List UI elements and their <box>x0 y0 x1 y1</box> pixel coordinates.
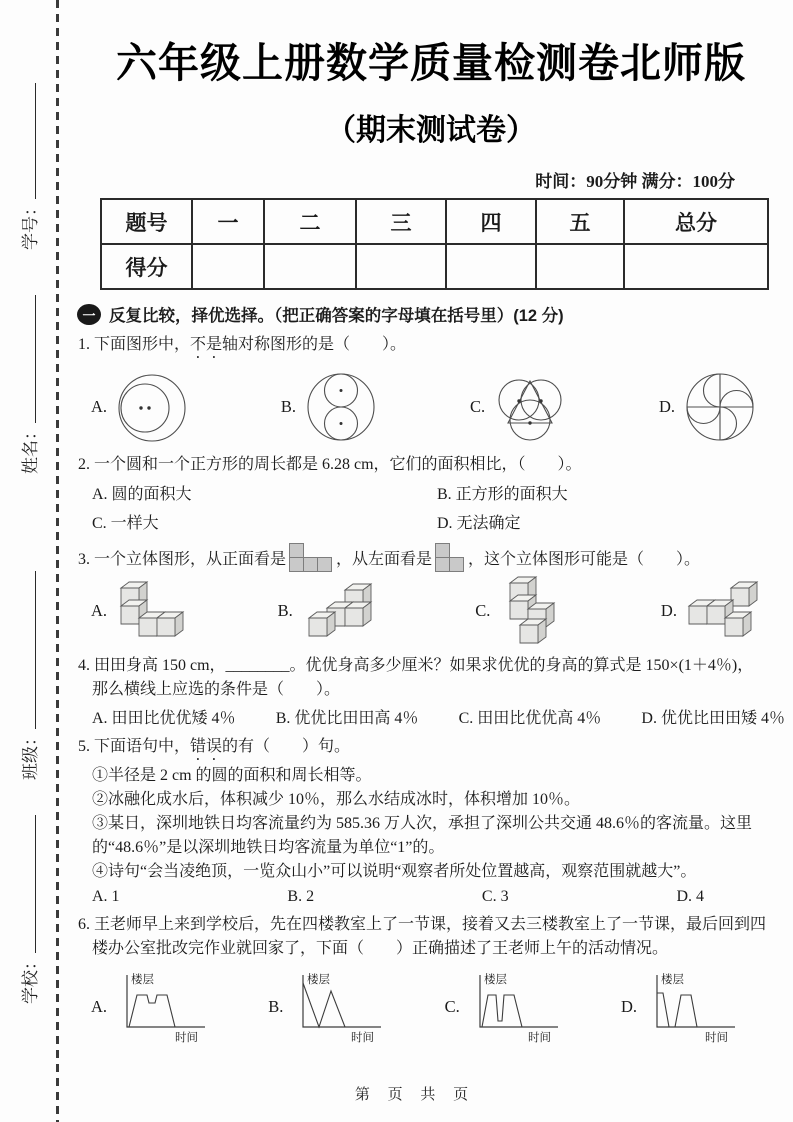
q1-figure-b-stacked-circles <box>302 368 380 446</box>
q4-text-line2: 那么横线上应选的条件是（ ）。 <box>92 681 341 698</box>
question-2 <box>78 453 787 477</box>
section-1-header <box>77 302 787 326</box>
q2-option-b: B. 正方形的面积大 <box>437 486 568 503</box>
margin-field-class <box>15 571 41 780</box>
question-4 <box>78 654 787 702</box>
q1-option-d <box>659 368 759 446</box>
q3-option-a <box>91 578 193 644</box>
q3-option-d <box>661 576 767 646</box>
q3-figure-b-cubes <box>299 578 391 644</box>
q1-emphasized-text: 不是 <box>190 336 223 353</box>
school-label: 学校： <box>20 953 40 1004</box>
score-row-label: 得分 <box>101 244 192 289</box>
q1-options <box>91 368 759 446</box>
section-number-badge: 一 <box>77 304 101 325</box>
q3-text-end: ，这个立体图形可能是（ ）。 <box>468 551 701 568</box>
q5-option-c: C. 3 <box>481 888 509 905</box>
score-header-cell: 三 <box>356 199 446 244</box>
q5-statement-1: ①半径是 2 cm 的圆的面积和周长相等。 <box>92 767 372 784</box>
margin-field-school <box>15 815 41 1004</box>
q6-option-b-label: B. <box>268 997 284 1016</box>
q3-front-view-shape <box>288 542 334 573</box>
q4-option-d: D. 优优比田田矮 4％ <box>641 710 785 727</box>
class-blank-line <box>21 571 36 729</box>
margin-field-name <box>15 295 41 474</box>
q6-graph-b <box>289 969 389 1045</box>
q2-option-c: C. 一样大 <box>92 515 159 532</box>
student-id-blank-line <box>21 83 36 199</box>
q4-text-line1: 4. 田田身高 150 cm，________。优优身高多少厘米？如果求优优的身高的算式是 150×(1＋4％)， <box>78 657 754 674</box>
q2-option-a: A. 圆的面积大 <box>92 486 192 503</box>
q6-option-c-label: C. <box>444 997 460 1016</box>
q1-figure-a-nested-circles <box>113 368 191 446</box>
q6-graph-b-ylabel: 楼层 <box>307 974 331 986</box>
q3-figure-a-cubes <box>113 578 193 644</box>
q6-text-line1: 6. 王老师早上来到学校后，先在四楼教室上了一节课，接着又去三楼教室上了一节课，最后回到四 <box>78 916 767 933</box>
page-title: 六年级上册数学质量检测卷北师版 <box>116 40 746 86</box>
q3-text: 3. 一个立体图形，从正面看是 <box>78 551 287 568</box>
class-label: 班级： <box>20 729 40 780</box>
score-table <box>100 198 769 290</box>
score-header-cell: 一 <box>192 199 264 244</box>
q5-statement-3: ③某日，深圳地铁日均客流量约为 585.36 万人次，承担了深圳公共交通 48.6％的客流量。这里的“48.6％”是以深圳地铁日均客流量为单位“1”的。 <box>92 815 753 856</box>
q2-option-d: D. 无法确定 <box>437 515 521 532</box>
q6-graph-d-ylabel: 楼层 <box>660 974 684 986</box>
q6-graph-d <box>643 969 743 1045</box>
q3-text-mid: ，从左面看是 <box>336 551 433 568</box>
q6-option-a-label: A. <box>91 997 108 1016</box>
margin-field-student-id <box>15 83 41 250</box>
score-blank-cell <box>264 244 356 289</box>
score-table-header-row <box>101 199 768 244</box>
q3-option-a-label: A. <box>91 601 108 620</box>
q4-option-c: C. 田田比优优高 4％ <box>458 710 602 727</box>
score-table-score-row <box>101 244 768 289</box>
exam-paper <box>75 0 787 1045</box>
q1-option-d-label: D. <box>658 397 675 416</box>
score-header-cell: 四 <box>446 199 536 244</box>
q2-options <box>92 481 787 533</box>
q6-graph-c-ylabel: 楼层 <box>483 974 507 986</box>
q1-figure-d-pinwheel-circle <box>681 368 759 446</box>
q6-option-d-label: D. <box>620 997 637 1016</box>
q5-text-end: 的有（ ）句。 <box>222 738 351 755</box>
q6-graph-c-xlabel: 时间 <box>527 1032 551 1044</box>
q3-options <box>91 575 767 647</box>
q3-figure-c-cubes <box>496 575 576 647</box>
exam-meta: 时间：90分钟 满分：100分 <box>535 172 735 191</box>
q5-option-b: B. 2 <box>287 888 315 905</box>
q3-option-b-label: B. <box>277 601 293 620</box>
page-footer: 第 页 共 页 <box>354 1087 476 1103</box>
q6-graph-d-xlabel: 时间 <box>704 1032 728 1044</box>
q6-graph-a-ylabel: 楼层 <box>131 974 155 986</box>
q1-option-b <box>281 368 380 446</box>
name-blank-line <box>21 295 36 423</box>
question-1 <box>78 333 787 362</box>
q5-options <box>92 888 704 906</box>
question-5 <box>78 735 787 884</box>
q5-emphasized-text: 错误 <box>190 738 223 755</box>
score-blank-cell <box>356 244 446 289</box>
name-label: 姓名： <box>20 423 40 474</box>
score-header-cell: 题号 <box>101 199 192 244</box>
q4-options <box>92 705 785 728</box>
score-header-cell: 二 <box>264 199 356 244</box>
q6-option-a <box>91 969 213 1045</box>
q6-option-c <box>445 969 566 1045</box>
q3-left-view-shape <box>434 542 466 573</box>
score-blank-cell <box>192 244 264 289</box>
cut-dashed-line <box>56 0 59 1122</box>
score-blank-cell <box>536 244 624 289</box>
q5-statement-4: ④诗句“会当凌绝顶，一览众山小”可以说明“观察者所处位置越高，观察范围就越大”。 <box>92 863 697 880</box>
q3-option-d-label: D. <box>660 601 677 620</box>
q1-text-end: 轴对称图形的是（ ）。 <box>222 336 407 353</box>
q4-option-b: B. 优优比田田高 4％ <box>275 710 419 727</box>
q1-text: 1. 下面图形中， <box>78 336 191 353</box>
q6-option-d <box>621 969 743 1045</box>
q1-option-a-label: A. <box>91 397 108 416</box>
q2-text: 2. 一个圆和一个正方形的周长都是 6.28 cm，它们的面积相比，（ ）。 <box>78 456 582 473</box>
score-header-cell: 五 <box>536 199 624 244</box>
page-subtitle: （期末测试卷） <box>326 114 536 147</box>
q6-graph-a <box>113 969 213 1045</box>
q5-option-a: A. 1 <box>92 888 120 905</box>
q1-option-b-label: B. <box>280 397 297 416</box>
score-header-cell: 总分 <box>624 199 768 244</box>
section-1-title: 反复比较，择优选择。（把正确答案的字母填在括号里）(12 分) <box>109 307 564 325</box>
q1-figure-c-trefoil-triangle <box>491 368 569 446</box>
q6-graph-c <box>466 969 566 1045</box>
q6-graph-b-xlabel: 时间 <box>351 1032 375 1044</box>
q6-option-b <box>268 969 389 1045</box>
question-3 <box>78 542 787 573</box>
q4-option-a: A. 田田比优优矮 4％ <box>92 710 236 727</box>
q3-option-c <box>475 575 576 647</box>
q6-text-line2: 楼办公室批改完作业就回家了，下面（ ）正确描述了王老师上午的活动情况。 <box>92 940 669 957</box>
q6-options <box>91 969 743 1045</box>
q3-option-c-label: C. <box>475 601 491 620</box>
q6-graph-a-xlabel: 时间 <box>175 1032 199 1044</box>
q5-statement-2: ②冰融化成水后，体积减少 10％，那么水结成冰时，体积增加 10％。 <box>92 791 581 808</box>
score-blank-cell <box>446 244 536 289</box>
q3-option-b <box>278 578 391 644</box>
q1-option-c-label: C. <box>469 397 486 416</box>
q5-text: 5. 下面语句中， <box>78 738 191 755</box>
q3-figure-d-cubes <box>683 576 767 646</box>
q1-option-a <box>91 368 191 446</box>
score-blank-cell <box>624 244 768 289</box>
school-blank-line <box>21 815 36 953</box>
question-6 <box>78 913 787 961</box>
q5-option-d: D. 4 <box>676 888 704 905</box>
q1-option-c <box>470 368 569 446</box>
student-id-label: 学号： <box>20 199 40 250</box>
